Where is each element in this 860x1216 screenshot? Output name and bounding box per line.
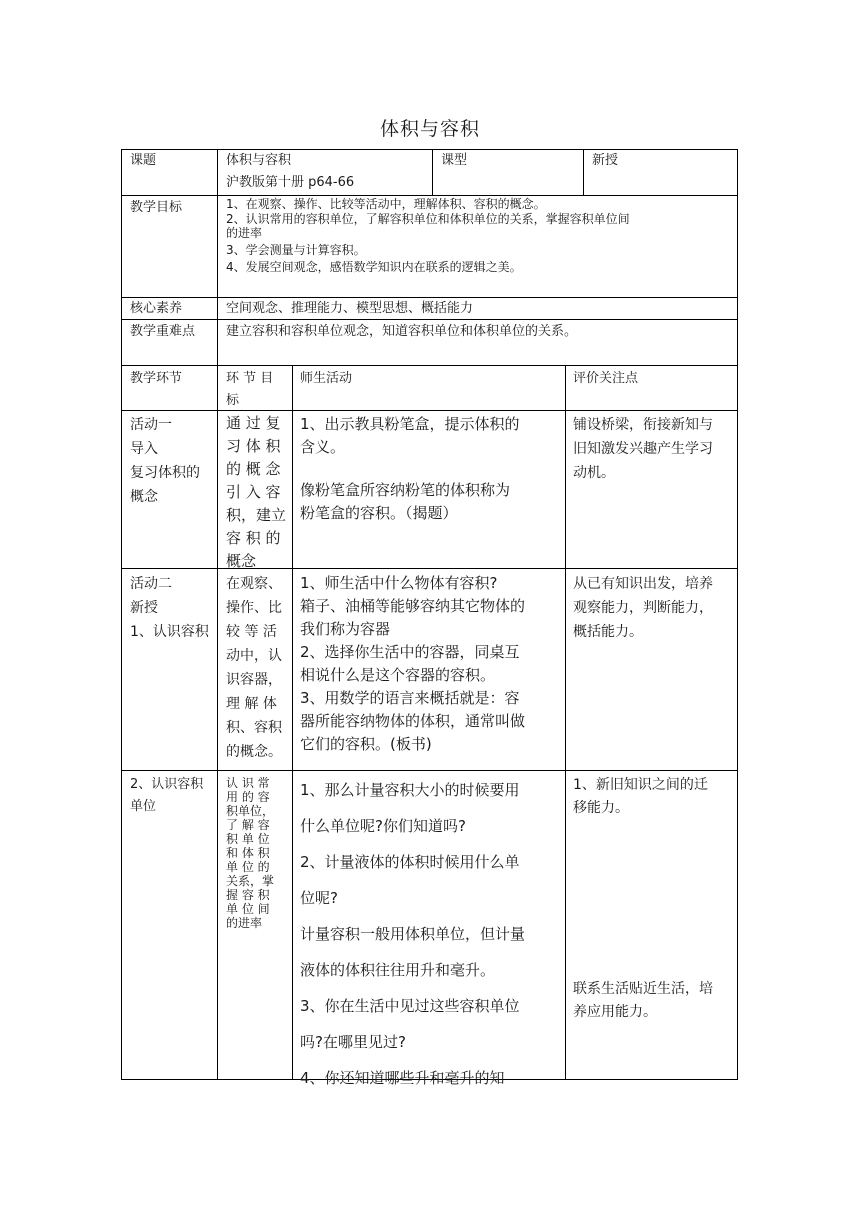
goals-list — [226, 197, 630, 274]
goal-line: 容 积 的 — [226, 529, 281, 547]
act2-eval — [573, 572, 713, 644]
goal-line: 认 识 常 — [226, 776, 270, 790]
activity-line: 位呢? — [300, 889, 338, 907]
activity-line: 2、选择你生活中的容器，同桌互 — [300, 643, 520, 661]
act2-stage — [130, 572, 209, 644]
goal-line: 积，建立 — [226, 506, 287, 524]
eval-line: 联系生活贴近生活，培 — [573, 981, 713, 997]
stage-line: 活动二 — [130, 576, 172, 592]
goal-line: 关系，掌 — [226, 874, 275, 888]
goal-line: 的进率 — [226, 226, 263, 240]
goal-line: 操作、比 — [226, 600, 282, 616]
row-line — [121, 149, 738, 150]
goal-line: 积 单 位 — [226, 832, 270, 846]
row-line — [121, 410, 738, 411]
act1-goal — [226, 412, 286, 573]
goal-line: 用 的 容 — [226, 790, 270, 804]
act3-eval-2 — [573, 978, 713, 1024]
goal-line: 积单位， — [226, 804, 275, 818]
eval-line: 移能力。 — [573, 800, 629, 816]
eval-line: 1、新旧知识之间的迁 — [573, 777, 708, 793]
topic-label: 课题 — [130, 153, 157, 168]
goal-line: 理 解 体 — [226, 696, 277, 712]
col-line — [292, 365, 293, 1080]
col-header-stage: 教学环节 — [130, 371, 183, 386]
goal-line: 2、认识常用的容积单位，了解容积单位和体积单位的关系，掌握容积单位间 — [226, 212, 630, 226]
goal-line: 习 体 积 — [226, 437, 281, 455]
activity-line: 含义。 — [300, 438, 346, 456]
col-line — [432, 149, 433, 195]
col-header-goal — [226, 368, 273, 412]
goal-line: 握 容 积 — [226, 888, 270, 902]
stage-line: 活动一 — [130, 417, 172, 433]
act3-goal — [226, 776, 274, 930]
activity-line: 3、用数学的语言来概括就是：容 — [300, 689, 520, 707]
col-header-goal-line: 环 节 目 — [226, 371, 274, 386]
topic-title: 体积与容积 — [226, 153, 292, 168]
goal-line: 和 体 积 — [226, 846, 270, 860]
act1-stage — [130, 413, 200, 509]
activity-line: 2、计量液体的体积时候用什么单 — [300, 853, 520, 871]
eval-line: 概括能力。 — [573, 624, 643, 640]
goals-label: 教学目标 — [130, 200, 183, 215]
eval-line: 动机。 — [573, 465, 615, 481]
key-label: 教学重难点 — [130, 324, 196, 339]
activity-line: 1、出示教具粉笔盒，提示体积的 — [300, 415, 520, 433]
activity-line: 我们称为容器 — [300, 620, 391, 638]
col-header-goal-line: 标 — [226, 393, 240, 408]
activity-line: 1、那么计量容积大小的时候要用 — [300, 781, 520, 799]
goal-line: 了 解 容 — [226, 818, 270, 832]
type-value: 新授 — [592, 153, 619, 168]
activity-line: 器所能容纳物体的体积，通常叫做 — [300, 712, 526, 730]
stage-line: 单位 — [130, 799, 157, 814]
activity-line: 粉笔盒的容积。（揭题） — [300, 504, 458, 522]
act2-activity — [300, 572, 525, 756]
activity-line: 4、你还知道哪些升和毫升的知 — [300, 1069, 505, 1087]
act2-goal — [226, 572, 282, 764]
core-value: 空间观念、推理能力、模型思想、概括能力 — [226, 301, 474, 316]
goal-line: 动中，认 — [226, 648, 282, 664]
goal-line: 的概念。 — [226, 744, 282, 760]
act1-activity — [300, 413, 520, 525]
activity-line: 计量容积一般用体积单位，但计量 — [300, 925, 526, 943]
goal-line: 单 位 间 — [226, 902, 270, 916]
row-line — [121, 770, 738, 771]
activity-line: 什么单位呢?你们知道吗? — [300, 817, 466, 835]
goal-line: 在观察、 — [226, 576, 282, 592]
topic-value — [226, 150, 354, 194]
col-header-eval: 评价关注点 — [573, 371, 639, 386]
col-line — [217, 195, 218, 365]
goal-line: 积、容积 — [226, 720, 282, 736]
act3-activity — [300, 772, 525, 1096]
activity-line: 相说什么是这个容器的容积。 — [300, 666, 496, 684]
activity-line: 吗?在哪里见过? — [300, 1033, 406, 1051]
act1-eval — [573, 413, 713, 485]
col-line — [737, 149, 738, 1080]
document-title: 体积与容积 — [379, 118, 480, 140]
core-label: 核心素养 — [130, 301, 183, 316]
eval-line: 铺设桥梁，衔接新知与 — [573, 417, 713, 433]
col-line — [565, 365, 566, 1080]
stage-line: 复习体积的 — [130, 465, 200, 481]
topic-textbook: 沪教版第十册 p64-66 — [226, 175, 355, 190]
stage-line: 1、认识容积 — [130, 624, 209, 640]
activity-line: 液体的体积往往用升和毫升。 — [300, 961, 496, 979]
row-line — [121, 568, 738, 569]
goal-line: 引 入 容 — [226, 483, 281, 501]
stage-line: 新授 — [130, 600, 158, 616]
activity-line: 像粉笔盒所容纳粉笔的体积称为 — [300, 481, 511, 499]
act3-stage — [130, 774, 203, 818]
eval-line: 从已有知识出发，培养 — [573, 576, 713, 592]
goal-line: 4、发展空间观念，感悟数学知识内在联系的逻辑之美。 — [226, 260, 522, 274]
goal-line: 较 等 活 — [226, 624, 277, 640]
row-line — [121, 365, 738, 366]
activity-line: 3、你在生活中见过这些容积单位 — [300, 997, 520, 1015]
activity-line: 它们的容积。(板书) — [300, 735, 432, 753]
goal-line: 1、在观察、操作、比较等活动中，理解体积、容积的概念。 — [226, 197, 546, 211]
goal-line: 的进率 — [226, 916, 263, 930]
col-line — [121, 149, 122, 1080]
col-header-activity: 师生活动 — [300, 371, 353, 386]
activity-line: 1、师生活中什么物体有容积? — [300, 574, 498, 592]
type-label: 课型 — [441, 153, 468, 168]
key-value: 建立容积和容积单位观念，知道容积单位和体积单位的关系。 — [226, 324, 578, 339]
goal-line: 通 过 复 — [226, 414, 281, 432]
eval-line: 旧知激发兴趣产生学习 — [573, 441, 713, 457]
col-line — [217, 365, 218, 1080]
goal-line: 识容器， — [226, 672, 282, 688]
goal-line: 单 位 的 — [226, 860, 270, 874]
stage-line: 概念 — [130, 489, 158, 505]
col-line — [583, 149, 584, 195]
goal-line: 概念 — [226, 552, 257, 570]
activity-line: 箱子、油桶等能够容纳其它物体的 — [300, 597, 526, 615]
stage-line: 2、认识容积 — [130, 777, 204, 792]
goal-line: 的 概 念 — [226, 460, 281, 478]
col-line — [217, 149, 218, 195]
row-line — [121, 195, 738, 196]
eval-line: 养应用能力。 — [573, 1004, 657, 1020]
stage-line: 导入 — [130, 441, 158, 457]
act3-eval-1 — [573, 774, 708, 820]
goal-line: 3、学会测量与计算容积。 — [226, 243, 366, 257]
eval-line: 观察能力，判断能力， — [573, 600, 713, 616]
